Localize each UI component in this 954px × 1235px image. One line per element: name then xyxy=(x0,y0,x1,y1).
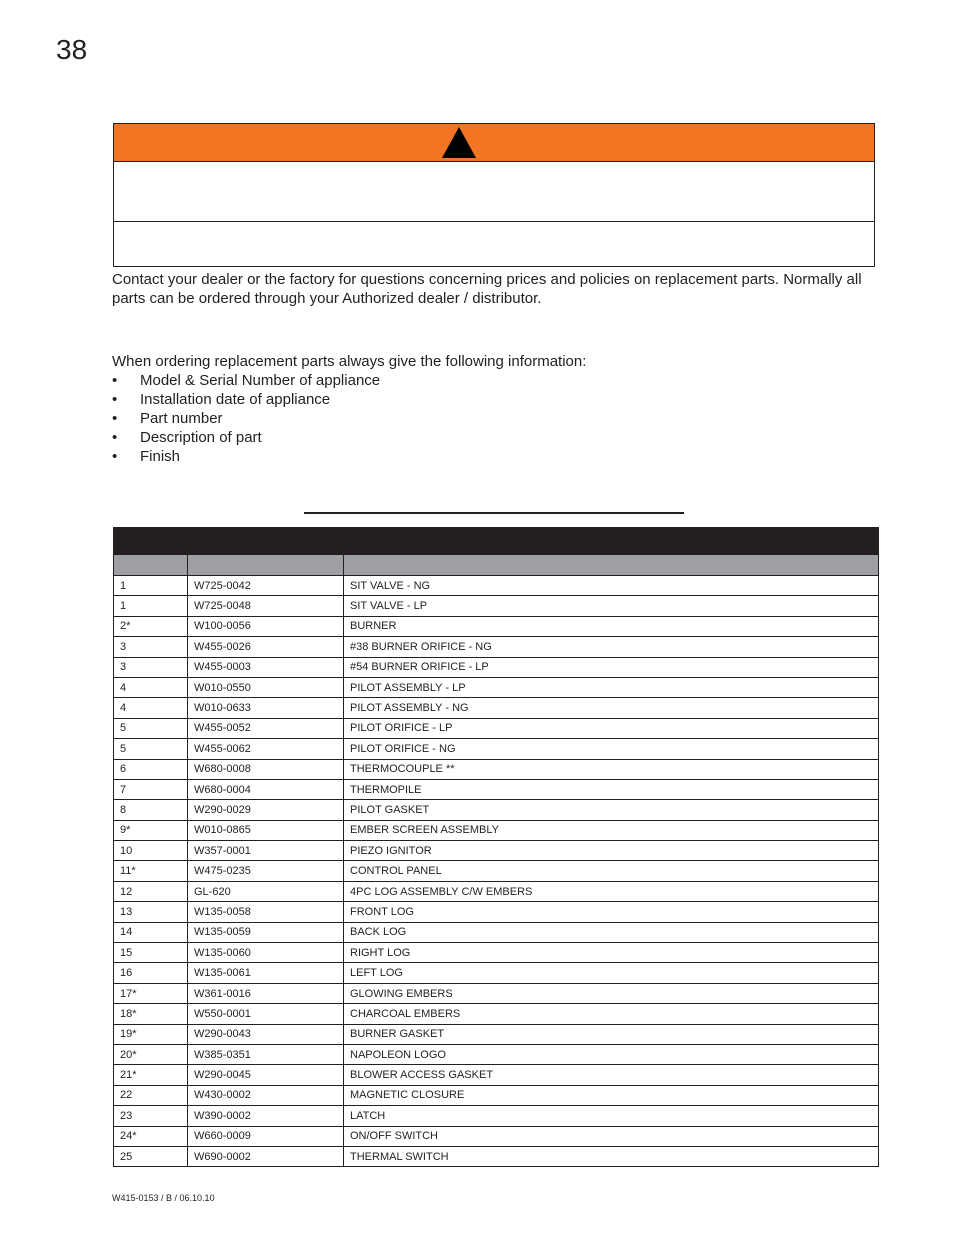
warning-box xyxy=(113,123,875,267)
ordering-list-item xyxy=(112,447,878,466)
part-number-cell: W455-0026 xyxy=(188,637,344,657)
ref-cell: 21* xyxy=(114,1065,188,1085)
description-cell: 4PC LOG ASSEMBLY C/W EMBERS xyxy=(344,881,879,901)
column-header-ref xyxy=(114,555,188,576)
part-number-cell: W455-0052 xyxy=(188,718,344,738)
description-cell: PILOT ASSEMBLY - NG xyxy=(344,698,879,718)
ref-cell: 1 xyxy=(114,596,188,616)
bullet-icon: • xyxy=(112,410,118,427)
description-cell: CONTROL PANEL xyxy=(344,861,879,881)
ref-cell: 14 xyxy=(114,922,188,942)
table-row xyxy=(114,759,879,779)
description-cell: SIT VALVE - LP xyxy=(344,596,879,616)
part-number-cell: W010-0865 xyxy=(188,820,344,840)
warning-triangle-icon xyxy=(441,126,477,159)
description-cell: THERMOCOUPLE ** xyxy=(344,759,879,779)
description-cell: PILOT GASKET xyxy=(344,800,879,820)
ref-cell: 5 xyxy=(114,739,188,759)
ref-cell: 3 xyxy=(114,637,188,657)
part-number-cell: W725-0042 xyxy=(188,576,344,596)
part-number-cell: W430-0002 xyxy=(188,1085,344,1105)
ref-cell: 6 xyxy=(114,759,188,779)
column-header-description xyxy=(344,555,879,576)
part-number-cell: GL-620 xyxy=(188,881,344,901)
ref-cell: 4 xyxy=(114,677,188,697)
part-number-cell: W135-0060 xyxy=(188,943,344,963)
table-row xyxy=(114,922,879,942)
ref-cell: 20* xyxy=(114,1044,188,1064)
table-row xyxy=(114,1065,879,1085)
table-row xyxy=(114,1044,879,1064)
description-cell: CHARCOAL EMBERS xyxy=(344,1004,879,1024)
table-row xyxy=(114,779,879,799)
table-row xyxy=(114,902,879,922)
table-row xyxy=(114,637,879,657)
ordering-list-item-text: Model & Serial Number of appliance xyxy=(140,372,381,389)
description-cell: FRONT LOG xyxy=(344,902,879,922)
ref-cell: 2* xyxy=(114,616,188,636)
description-cell: #54 BURNER ORIFICE - LP xyxy=(344,657,879,677)
description-cell: BURNER GASKET xyxy=(344,1024,879,1044)
table-row xyxy=(114,596,879,616)
part-number-cell: W550-0001 xyxy=(188,1004,344,1024)
document-code: W415-0153 / B / 06.10.10 xyxy=(112,1193,215,1203)
part-number-cell: W290-0043 xyxy=(188,1024,344,1044)
table-row xyxy=(114,1004,879,1024)
ordering-info xyxy=(112,352,878,466)
part-number-cell: W357-0001 xyxy=(188,841,344,861)
description-cell: #38 BURNER ORIFICE - NG xyxy=(344,637,879,657)
ref-cell: 5 xyxy=(114,718,188,738)
ref-cell: 4 xyxy=(114,698,188,718)
ref-cell: 15 xyxy=(114,943,188,963)
part-number-cell: W010-0550 xyxy=(188,677,344,697)
description-cell: PIEZO IGNITOR xyxy=(344,841,879,861)
parts-table-body xyxy=(114,576,879,1167)
ordering-list-item xyxy=(112,409,878,428)
part-number-cell: W290-0045 xyxy=(188,1065,344,1085)
table-row xyxy=(114,1146,879,1166)
ordering-intro: When ordering replacement parts always give the following information: xyxy=(112,353,587,370)
ref-cell: 7 xyxy=(114,779,188,799)
intro-paragraph: Contact your dealer or the factory for questions concerning prices and policies on replacement parts. Normally all parts can be ordered through your Authorized dealer / distributor. xyxy=(112,271,862,307)
ref-cell: 9* xyxy=(114,820,188,840)
ref-cell: 23 xyxy=(114,1106,188,1126)
warning-row xyxy=(114,162,874,222)
table-row xyxy=(114,1085,879,1105)
bullet-icon: • xyxy=(112,391,118,408)
description-cell: BURNER xyxy=(344,616,879,636)
column-header-part-number xyxy=(188,555,344,576)
ordering-list xyxy=(112,371,878,466)
part-number-cell: W100-0056 xyxy=(188,616,344,636)
part-number-cell: W455-0062 xyxy=(188,739,344,759)
ref-cell: 22 xyxy=(114,1085,188,1105)
table-row xyxy=(114,820,879,840)
table-row xyxy=(114,983,879,1003)
ref-cell: 11* xyxy=(114,861,188,881)
table-row xyxy=(114,861,879,881)
description-cell: BACK LOG xyxy=(344,922,879,942)
table-title-cell xyxy=(114,528,879,555)
ordering-list-item xyxy=(112,390,878,409)
ordering-list-item-text: Description of part xyxy=(140,429,262,446)
ref-cell: 13 xyxy=(114,902,188,922)
part-number-cell: W390-0002 xyxy=(188,1106,344,1126)
ordering-list-item-text: Part number xyxy=(140,410,223,427)
part-number-cell: W010-0633 xyxy=(188,698,344,718)
bullet-icon: • xyxy=(112,372,118,389)
table-row xyxy=(114,881,879,901)
description-cell: PILOT ASSEMBLY - LP xyxy=(344,677,879,697)
table-row xyxy=(114,943,879,963)
bullet-icon: • xyxy=(112,429,118,446)
table-row xyxy=(114,963,879,983)
description-cell: NAPOLEON LOGO xyxy=(344,1044,879,1064)
table-title-band xyxy=(114,528,879,555)
ordering-list-item xyxy=(112,428,878,447)
ref-cell: 25 xyxy=(114,1146,188,1166)
description-cell: EMBER SCREEN ASSEMBLY xyxy=(344,820,879,840)
description-cell: LEFT LOG xyxy=(344,963,879,983)
warning-header xyxy=(114,124,874,162)
table-column-header-row xyxy=(114,555,879,576)
description-cell: ON/OFF SWITCH xyxy=(344,1126,879,1146)
ref-cell: 16 xyxy=(114,963,188,983)
table-row xyxy=(114,739,879,759)
table-row xyxy=(114,657,879,677)
ordering-list-item-text: Finish xyxy=(140,448,181,465)
part-number-cell: W680-0008 xyxy=(188,759,344,779)
description-cell: RIGHT LOG xyxy=(344,943,879,963)
part-number-cell: W290-0029 xyxy=(188,800,344,820)
part-number-cell: W135-0058 xyxy=(188,902,344,922)
part-number-cell: W455-0003 xyxy=(188,657,344,677)
table-row xyxy=(114,800,879,820)
table-row xyxy=(114,841,879,861)
ref-cell: 24* xyxy=(114,1126,188,1146)
description-cell: MAGNETIC CLOSURE xyxy=(344,1085,879,1105)
part-number-cell: W660-0009 xyxy=(188,1126,344,1146)
parts-table xyxy=(113,527,879,1167)
description-cell: THERMAL SWITCH xyxy=(344,1146,879,1166)
table-row xyxy=(114,576,879,596)
bullet-icon: • xyxy=(112,448,118,465)
ref-cell: 8 xyxy=(114,800,188,820)
ref-cell: 12 xyxy=(114,881,188,901)
part-number-cell: W385-0351 xyxy=(188,1044,344,1064)
description-cell: PILOT ORIFICE - NG xyxy=(344,739,879,759)
part-number-cell: W135-0059 xyxy=(188,922,344,942)
description-cell: SIT VALVE - NG xyxy=(344,576,879,596)
part-number-cell: W135-0061 xyxy=(188,963,344,983)
table-row xyxy=(114,616,879,636)
part-number-cell: W690-0002 xyxy=(188,1146,344,1166)
part-number-cell: W475-0235 xyxy=(188,861,344,881)
table-row xyxy=(114,1024,879,1044)
section-title-rule xyxy=(304,512,684,514)
description-cell: THERMOPILE xyxy=(344,779,879,799)
ref-cell: 3 xyxy=(114,657,188,677)
part-number-cell: W361-0016 xyxy=(188,983,344,1003)
description-cell: LATCH xyxy=(344,1106,879,1126)
ref-cell: 18* xyxy=(114,1004,188,1024)
ordering-list-item-text: Installation date of appliance xyxy=(140,391,331,408)
page-number: 38 xyxy=(56,34,88,65)
ref-cell: 19* xyxy=(114,1024,188,1044)
table-row xyxy=(114,1126,879,1146)
ordering-list-item xyxy=(112,371,878,390)
part-number-cell: W680-0004 xyxy=(188,779,344,799)
ref-cell: 10 xyxy=(114,841,188,861)
table-row xyxy=(114,1106,879,1126)
description-cell: PILOT ORIFICE - LP xyxy=(344,718,879,738)
description-cell: BLOWER ACCESS GASKET xyxy=(344,1065,879,1085)
ref-cell: 17* xyxy=(114,983,188,1003)
table-row xyxy=(114,718,879,738)
part-number-cell: W725-0048 xyxy=(188,596,344,616)
table-row xyxy=(114,677,879,697)
table-row xyxy=(114,698,879,718)
description-cell: GLOWING EMBERS xyxy=(344,983,879,1003)
ref-cell: 1 xyxy=(114,576,188,596)
